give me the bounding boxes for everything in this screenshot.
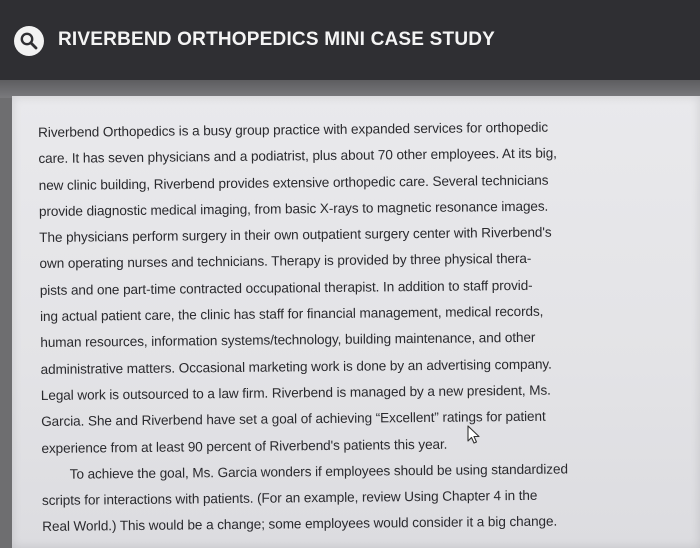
case-study-text <box>38 113 692 541</box>
search-icon[interactable] <box>14 26 44 56</box>
case-study-header <box>0 0 700 80</box>
text-line: pists and one part-time contracted occupational therapist. In addition to staff provid- <box>39 277 533 298</box>
text-line: Riverbend Orthopedics is a busy group practice with expanded services for orthopedic <box>38 119 549 140</box>
text-line: new clinic building, Riverbend provides extensive orthopedic care. Several technicians <box>38 172 549 193</box>
text-line: Real World.) This would be a change; some employees would consider it a big change. <box>42 514 558 535</box>
case-study-page <box>12 96 700 548</box>
text-line: The physicians perform surgery in their own outpatient surgery center with Riverbend's <box>39 224 552 246</box>
text-line: administrative matters. Occasional marketing work is done by an advertising company. <box>40 356 552 377</box>
text-line: scripts for interactions with patients. (For an example, review Using Chapter 4 in the <box>41 487 538 509</box>
text-line: human resources, information systems/technology, building maintenance, and other <box>40 330 536 351</box>
text-line: ing actual patient care, the clinic has staff for financial management, medical records, <box>39 303 544 325</box>
page-title: RIVERBEND ORTHOPEDICS MINI CASE STUDY <box>58 29 496 50</box>
text-line: Legal work is outsourced to a law firm. Riverbend is managed by a new president, Ms. <box>40 382 551 403</box>
text-line: To achieve the goal, Ms. Garcia wonders if employees should be using standardized <box>69 461 568 482</box>
text-line: own operating nurses and technicians. Therapy is provided by three physical thera- <box>39 251 532 272</box>
text-line: provide diagnostic medical imaging, from basic X-rays to magnetic resonance images. <box>38 198 549 219</box>
text-line: care. It has seven physicians and a podiatrist, plus about 70 other employees. At its big, <box>38 145 557 167</box>
text-line: Garcia. She and Riverbend have set a goal of achieving “Excellent” ratings for patient <box>41 408 546 430</box>
mouse-pointer-icon <box>466 425 482 445</box>
text-line: experience from at least 90 percent of Riverbend's patients this year. <box>41 436 448 456</box>
